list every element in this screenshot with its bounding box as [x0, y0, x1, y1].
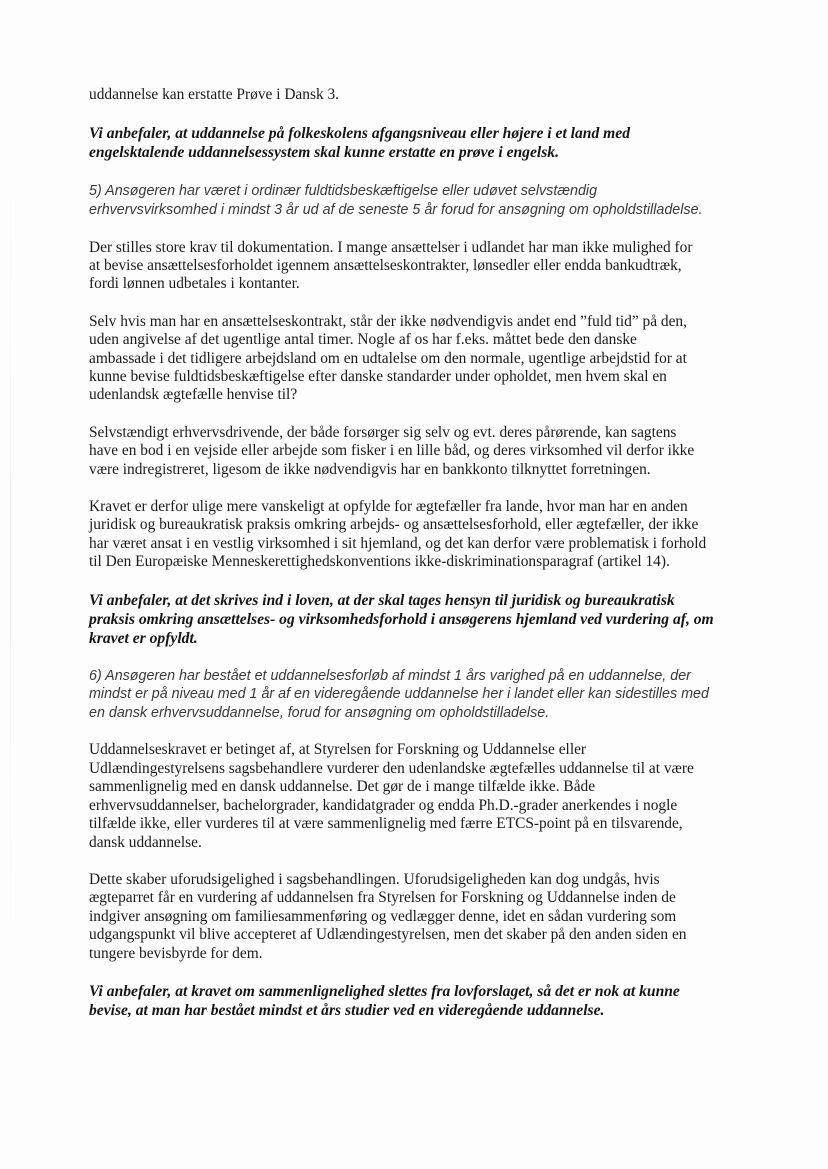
- text-line: uddannelse kan erstatte Prøve i Dansk 3.: [89, 86, 340, 103]
- text-line: Selv hvis man har en ansættelseskontrakt, står der ikke nødvendigvis andet end ”fuld tid” på den,: [89, 312, 687, 330]
- text-line: Vi anbefaler, at det skrives ind i loven, at der skal tages hensyn til juridisk og bureaukratisk: [89, 591, 675, 609]
- text-line: indgiver ansøgning om familiesammenføring og vedlægger denne, idet en sådan vurdering som: [89, 907, 677, 925]
- text-line: erhvervsuddannelser, bachelorgrader, kandidatgrader og endda Ph.D.-grader anerkendes i nogle: [89, 796, 678, 814]
- text-line: kravet er opfyldt.: [89, 629, 198, 647]
- text-line: at bevise ansættelsesforholdet igennem ansættelseskontrakter, lønsedler eller endda bankudtræk,: [89, 257, 682, 274]
- scan-edge-shadow: [10, 120, 11, 1000]
- criterion-6-education: [89, 667, 737, 723]
- text-line: har været ansat i en vestlig virksomhed i sit hjemland, og det kan derfor være problematisk i forhold: [89, 534, 707, 552]
- text-line: ægteparret får en vurdering af uddannelsen fra Styrelsen for Forskning og Uddannelse inden de: [89, 889, 676, 907]
- text-line: Udlændingestyrelsens sagsbehandlere vurderer den udenlandske ægtefælles uddannelse til at være: [89, 759, 694, 777]
- text-line: en dansk erhvervsuddannelse, forud for ansøgning om opholdstilladelse.: [89, 704, 550, 721]
- text-line: have en bod i en vejside eller arbejde som fisker i en lille båd, og deres virksomhed vil derfor ikke: [89, 442, 695, 460]
- recommendation-legal-practice: [89, 591, 737, 648]
- paragraph-education-requirement: [89, 741, 737, 851]
- text-line: fordi lønnen udbetales i kontanter.: [89, 275, 300, 293]
- recommendation-remove-comparability: [89, 982, 737, 1020]
- recommendation-english-test: [89, 124, 737, 162]
- text-line: juridisk og bureaukratisk praksis omkring arbejds- og ansættelsesforhold, eller ægtefæller, der ikke: [89, 516, 699, 534]
- paragraph-self-employed: [89, 424, 737, 479]
- text-line: tungere bevisbyrde for dem.: [89, 944, 263, 962]
- text-line: uden angivelse af det ugentlige antal timer. Nogle af os har f.eks. måttet bede den danske: [89, 331, 637, 349]
- text-line: mindst er på niveau med 1 år af en videregående uddannelse her i landet eller kan sidestilles med: [89, 686, 709, 703]
- text-line: dansk uddannelse.: [89, 833, 202, 851]
- criterion-5-employment: [89, 182, 737, 219]
- text-line: engelsktalende uddannelsessystem skal kunne erstatte en prøve i engelsk.: [89, 144, 559, 162]
- text-line: være indregistreret, ligesom de ikke nødvendigvis har en bankkonto tilknyttet forretningen.: [89, 460, 651, 478]
- text-line: udenlandsk ægtefælle henvise til?: [89, 386, 298, 404]
- text-line: Vi anbefaler, at uddannelse på folkeskolens afgangsniveau eller højere i et land med: [89, 125, 631, 143]
- paragraph-unpredictability: [89, 871, 737, 963]
- text-line: udgangspunkt vil blive accepteret af Udlændingestyrelsen, men det skaber på den anden siden en: [89, 926, 687, 944]
- text-line: erhvervsvirksomhed i mindst 3 år ud af de seneste 5 år forud for ansøgning om opholdstilladelse.: [89, 202, 703, 218]
- text-line: praksis omkring ansættelses- og virksomhedsforhold i ansøgerens hjemland ved vurdering af, om: [89, 610, 714, 628]
- text-line: kunne bevise fuldtidsbeskæftigelse efter danske standarder under opholdet, men hvem skal en: [89, 368, 667, 386]
- text-line: bevise, at man har bestået mindst et års studier ved en videregående uddannelse.: [89, 1001, 605, 1019]
- text-line: 5) Ansøgeren har været i ordinær fuldtidsbeskæftigelse eller udøvet selvstændig: [89, 183, 598, 200]
- text-line: til Den Europæiske Menneskerettighedskonventions ikke-diskriminationsparagraf (artikel 14).: [89, 553, 670, 571]
- text-line: sammenlignelig med en dansk uddannelse. Det gør de i mange tilfælde ikke. Både: [89, 778, 596, 796]
- paragraph-continuation: [89, 86, 737, 104]
- document-body: [89, 86, 737, 1020]
- text-line: 6) Ansøgeren har bestået et uddannelsesforløb af mindst 1 års varighed på en uddannelse, der: [89, 667, 691, 684]
- paragraph-documentation: [89, 239, 737, 294]
- text-line: tilfælde ikke, eller vurderes til at være sammenlignelig med færre ETCS-point på en tilsvarende,: [89, 815, 683, 833]
- paragraph-employment-contract: [89, 313, 737, 405]
- text-line: Dette skaber uforudsigelighed i sagsbehandlingen. Uforudsigeligheden kan dog undgås, hvis: [89, 870, 660, 888]
- text-line: Vi anbefaler, at kravet om sammenlignelighed slettes fra lovforslaget, så det er nok at kunne: [89, 982, 680, 1000]
- paragraph-discrimination: [89, 498, 737, 572]
- text-line: Uddannelseskravet er betinget af, at Styrelsen for Forskning og Uddannelse eller: [89, 741, 587, 759]
- text-line: Der stilles store krav til dokumentation. I mange ansættelser i udlandet har man ikke mulighed for: [89, 238, 693, 256]
- text-line: Kravet er derfor ulige mere vanskeligt at opfylde for ægtefæller fra lande, hvor man har en anden: [89, 498, 688, 516]
- text-line: Selvstændigt erhvervsdrivende, der både forsørger sig selv og evt. deres pårørende, kan sagtens: [89, 423, 677, 441]
- text-line: ambassade i det tidligere arbejdsland om en udtalelse om den normale, ugentlige arbejdstid for at: [89, 349, 687, 367]
